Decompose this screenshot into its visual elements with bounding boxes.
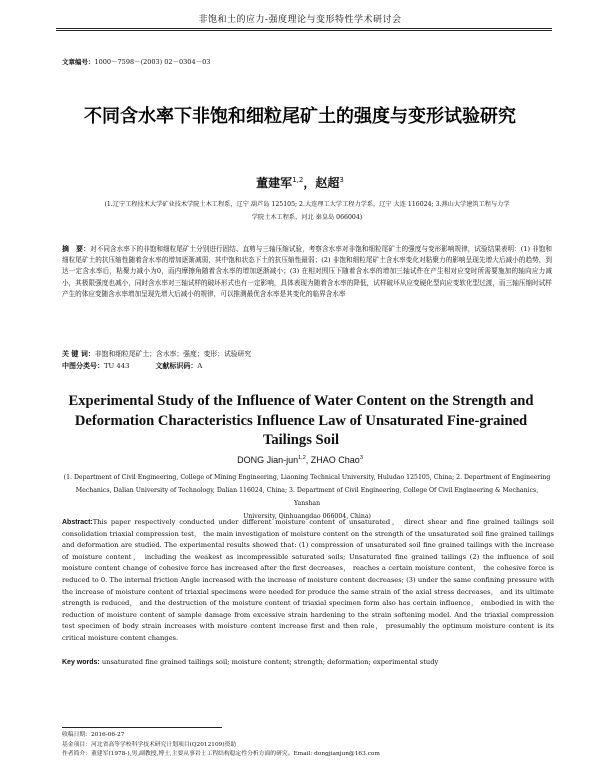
english-abstract-label: Abstract: xyxy=(62,519,93,526)
english-author-2: ZHAO Chao xyxy=(310,455,360,465)
chinese-keywords xyxy=(62,348,552,359)
english-keywords-text: unsaturated fine grained tailings soil; moisture content; strength; deformation; experimental study xyxy=(101,658,439,666)
english-title: Experimental Study of the Influence of Water Content on the Strength and Deformation Characteristics Influence Law of Unsaturated Fine-grained Tailings Soil xyxy=(68,393,534,448)
clc-value: TU 443 xyxy=(104,362,130,370)
header-rule xyxy=(56,28,552,31)
author-1-affil-sup: 1,2 xyxy=(292,176,304,184)
english-abstract-text: This paper respectively conducted under different moisture content of unsaturated， direct shear and fine grained tailings soil consolidation triaxial compression test， the main investigation of moisture content on the strength of the unsaturated soil fine grained tailings and deformation are studied. The experimental results showed that: (1) compression of unsaturated soil fine grained tailings with the increase of moisture content， including the weakest as incompressible saturated soils; Unsaturated fine grained tailings (2) the influence of soil moisture content change of cohesive force has increased after the first decreases， reaches a certain moisture content， the cohesive force is reduced to 0. The internal friction Angle increased with the increase of moisture content decreases; (3) under the same confining pressure with the increase of moisture content of triaxial specimens were needed for produce the same strain of the axial stress decreases， and its ultimate strength is reduced， and the destruction of the moisture content of triaxial specimen form also has certain influence， embodied in with the reduction of moisture content of sample damage from excessive strain hardening to the strain softening model. And the triaxial compression test specimen of body strain increases with moisture content increase first and then rale， presumably the optimum moisture content is its critical moisture content changes. xyxy=(62,518,554,642)
chinese-title: 不同含水率下非饱和细粒尾矿土的强度与变形试验研究 xyxy=(84,106,516,127)
english-author-1: DONG Jian-jun xyxy=(237,455,299,465)
english-affiliation-line-2: Mechanics, Dalian University of Technology, Dalian 116024, China; 3. Department of Civil Engineering, College Of Civil Engineering & Mechanics, Yanshan xyxy=(75,487,539,507)
footnotes xyxy=(62,731,552,760)
footnote-rule xyxy=(62,727,222,728)
english-keywords xyxy=(62,658,554,666)
chinese-keywords-text: 非饱和细粒尾矿土；含水率；强度；变形；试验研究 xyxy=(94,350,252,358)
author-separator: ， xyxy=(303,176,316,190)
footnote-received-date: 收稿日期：2016-06-27 xyxy=(62,732,125,738)
chinese-affiliation-line-1: (1.辽宁工程技术大学矿业技术学院土木工程系，辽宁 葫芦岛 125105; 2.大连理工大学工程力学系，辽宁 大连 116024; 3.燕山大学建筑工程与力学 xyxy=(104,201,510,208)
article-number-label: 文章编号： xyxy=(62,58,95,66)
english-author-1-sup: 1,2 xyxy=(298,455,306,461)
article-number xyxy=(62,57,210,66)
classification-line xyxy=(62,361,552,371)
clc-label: 中图分类号： xyxy=(62,362,104,370)
chinese-abstract-text: 对不同含水率下的非饱和细粒尾矿土分别进行固结、直剪与三轴压缩试验，考察含水率对非饱和细粒尾矿土的强度与变形影响规律，试验结果表明：(1) 非饱和细粒尾矿土的抗压缩性随着含水率的增加逐渐减弱，其中饱和状态下土的抗压缩性最弱；(2) 非饱和细粒尾矿土含水率变化对粘聚力的影响呈现先增大后减小的趋势，到达一定含水率后，粘聚力减小为0，而内摩擦角随着含水率的增加逐渐减小；(3) 在相对围压下随着含水率的增加三轴试件在产生相对应变时所需要施加的轴向应力减小，其极限强度也减小，同时含水率对三轴试样的破坏形式也有一定影响，具体表现为随着含水率的降低，试样破坏从应变硬化型向应变软化型过渡，而三轴压缩时试样产生的体应变随含水率增加呈现先增大后减小的规律，可以推测最优含水率是其变化的临界含水率 xyxy=(62,245,552,298)
english-authors xyxy=(0,455,600,465)
chinese-authors xyxy=(0,174,600,191)
chinese-keywords-label: 关 键 词： xyxy=(62,350,95,358)
english-affiliations xyxy=(62,471,552,523)
english-affiliation-line-3: University, Qinhuangdao 066004, China) xyxy=(243,513,371,520)
english-author-separator: , xyxy=(305,455,311,465)
author-1-name: 董建军 xyxy=(256,176,293,190)
english-keywords-label: Key words: xyxy=(62,659,100,666)
footnote-author-bio: 作者简介：董建军(1978-),男,副教授,博士,主要从事岩土工程结构稳定性分析方面的研究。Email: dongjianjun@163.com xyxy=(62,751,380,757)
author-2-affil-sup: 3 xyxy=(339,176,344,184)
english-affiliation-line-1: (1. Department of Civil Engineering, College of Mining Engineering, Liaoning Technical University, Huludao 125105, China; 2. Department of Engineering xyxy=(63,474,551,481)
doc-code-value: A xyxy=(197,362,203,370)
article-number-value: 1000－7598－(2003) 02－0304－03 xyxy=(94,58,211,66)
chinese-abstract xyxy=(62,244,552,300)
running-header: 非饱和土的应力-强度理论与变形特性学术研讨会 xyxy=(198,15,402,25)
english-abstract xyxy=(62,517,554,645)
chinese-affiliation-line-2: 学院土木工程系，河北 秦皇岛 066004) xyxy=(251,214,363,221)
author-2-name: 赵超 xyxy=(315,176,340,190)
chinese-abstract-label: 摘 要： xyxy=(62,245,91,253)
english-author-2-sup: 3 xyxy=(359,455,363,461)
footnote-fund: 基金项目：河北省高等学校科学技术研究计划项目(Q2012109)资助 xyxy=(62,741,237,748)
doc-code-label: 文献标识码： xyxy=(155,362,198,370)
chinese-affiliations xyxy=(62,198,552,224)
